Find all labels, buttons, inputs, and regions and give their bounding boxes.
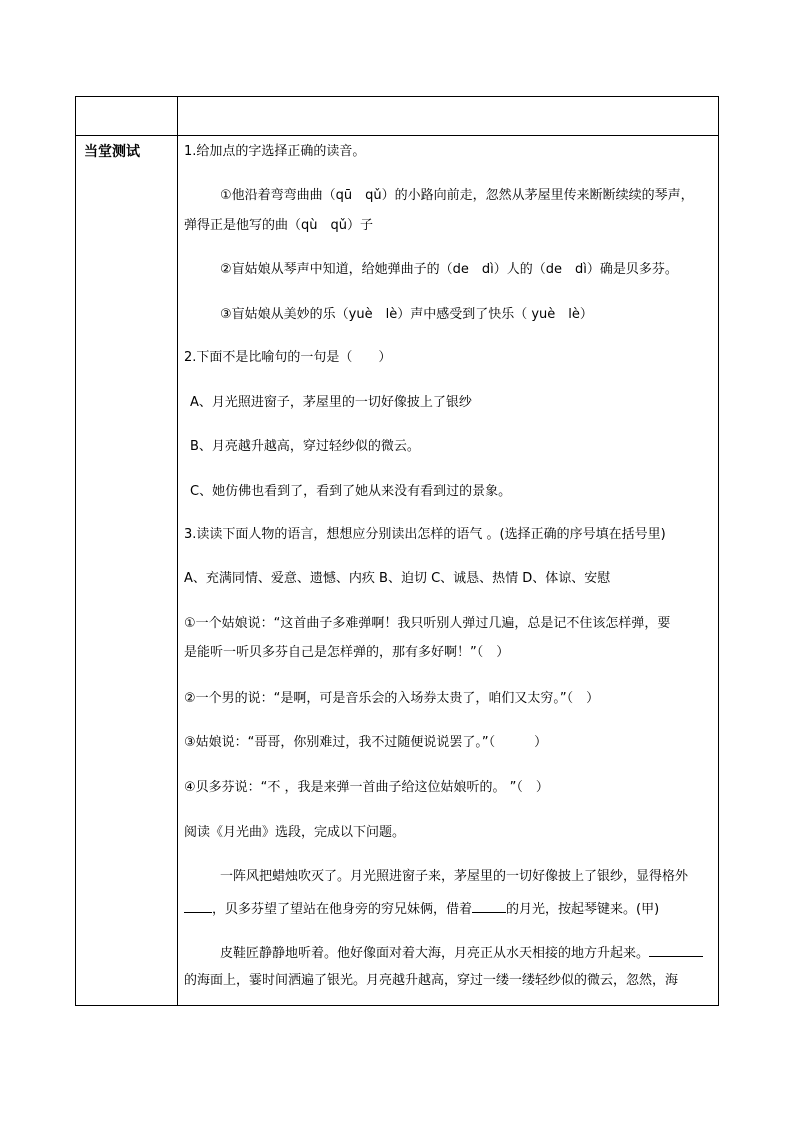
q3-options: A、充满同情、爱意、遗憾、内疚 B、迫切 C、诚恳、热情 D、体谅、安慰 — [184, 571, 611, 586]
q1-item-a-line1: ①他沿着弯弯曲曲（qū qǔ）的小路向前走，忽然从茅屋里传来断断续续的琴声， — [220, 188, 694, 203]
fill-blank[interactable] — [649, 942, 703, 957]
q1-title: 1.给加点的字选择正确的读音。 — [184, 144, 366, 159]
reading-title: 阅读《月光曲》选段，完成以下问题。 — [184, 825, 406, 840]
reading-p2-line1 — [220, 942, 703, 963]
column-divider — [177, 97, 178, 1005]
header-row-divider — [76, 135, 718, 136]
q2-title: 2.下面不是比喻句的一句是（ ） — [184, 350, 392, 365]
reading-p1-text: ，贝多芬望了望站在他身旁的穷兄妹俩，借着 — [212, 902, 473, 917]
q3-item-4: ④贝多芬说：“不 ，我是来弹一首曲子给这位姑娘听的。 ”（ ） — [184, 780, 549, 795]
q3-title: 3.读读下面人物的语言，想想应分别读出怎样的语气 。(选择正确的序号填在括号里) — [184, 527, 666, 542]
q2-option-c: C、她仿佛也看到了，看到了她从来没有看到过的景象。 — [190, 484, 512, 499]
reading-p2-line2: 的海面上，霎时间洒遍了银光。月亮越升越高，穿过一缕一缕轻纱似的微云，忽然，海 — [184, 973, 679, 988]
q3-item-3: ③姑娘说：“哥哥，你别难过，我不过随便说说罢了。”（ ） — [184, 735, 548, 750]
reading-p1-line2 — [184, 898, 659, 919]
lesson-table — [75, 96, 719, 1006]
fill-blank[interactable] — [472, 898, 506, 913]
q2-option-a: A、月光照进窗子，茅屋里的一切好像披上了银纱 — [190, 395, 472, 410]
q3-item-1-line1: ①一个姑娘说：“这首曲子多难弹啊！我只听别人弹过几遍，总是记不住该怎样弹，要 — [184, 616, 671, 631]
section-label: 当堂测试 — [84, 144, 140, 160]
fill-blank[interactable] — [184, 898, 212, 913]
q3-item-1-line2: 是能听一听贝多芬自己是怎样弹的，那有多好啊！”（ ） — [184, 645, 510, 660]
q1-item-a-line2: 弹得正是他写的曲（qù qǔ）子 — [184, 218, 373, 233]
reading-p2-text: 皮鞋匠静静地听着。他好像面对着大海，月亮正从水天相接的地方升起来。 — [220, 946, 650, 961]
q3-item-2: ②一个男的说：“是啊，可是音乐会的入场券太贵了，咱们又太穷。”（ ） — [184, 691, 600, 706]
q1-item-b: ②盲姑娘从琴声中知道，给她弹曲子的（de dì）人的（de dì）确是贝多芬。 — [220, 262, 678, 277]
q2-option-b: B、月亮越升越高，穿过轻纱似的微云。 — [190, 439, 420, 454]
q1-item-c: ③盲姑娘从美妙的乐（yuè lè）声中感受到了快乐（ yuè lè） — [220, 307, 593, 322]
reading-p1-text-end: 的月光，按起琴键来。(甲) — [506, 902, 660, 917]
reading-p1-line1: 一阵风把蜡烛吹灭了。月光照进窗子来，茅屋里的一切好像披上了银纱，显得格外 — [220, 869, 689, 884]
